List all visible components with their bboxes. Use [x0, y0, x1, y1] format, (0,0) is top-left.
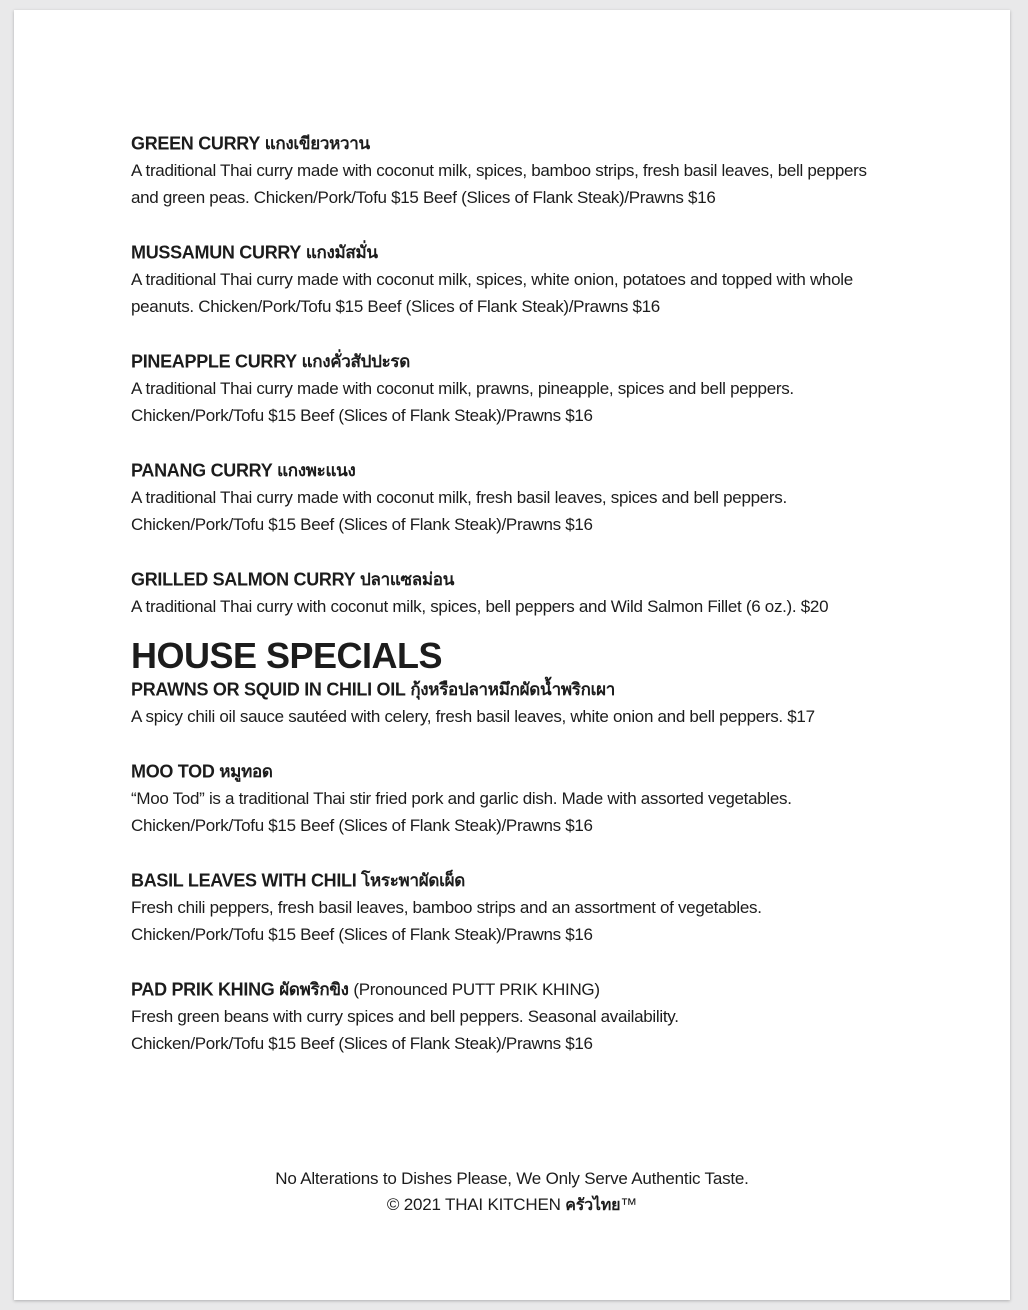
menu-item	[131, 348, 891, 429]
menu-item	[131, 130, 891, 211]
menu-content	[131, 130, 891, 1085]
menu-item-pronunciation: (Pronounced PUTT PRIK KHING)	[353, 980, 600, 999]
menu-item-name: PAD PRIK KHING	[131, 978, 275, 1000]
menu-item-description: Fresh chili peppers, fresh basil leaves, bamboo strips and an assortment of vegetables.	[131, 898, 762, 917]
menu-item-description: and green peas. Chicken/Pork/Tofu $15 Beef (Slices of Flank Steak)/Prawns $16	[131, 188, 716, 207]
menu-item-title	[131, 867, 891, 894]
house-specials-section	[131, 636, 891, 1057]
menu-footer	[14, 1166, 1010, 1218]
trademark-symbol: ™	[620, 1195, 638, 1214]
menu-item	[131, 676, 891, 730]
menu-item-thai-name: แกงมัสมั่น	[305, 243, 378, 263]
menu-item-description: A traditional Thai curry with coconut milk, spices, bell peppers and Wild Salmon Fillet (6 oz.). $20	[131, 597, 829, 616]
menu-item-thai-name: แกงเขียวหวาน	[264, 134, 370, 154]
menu-item-name: MOO TOD	[131, 760, 215, 782]
menu-item	[131, 976, 891, 1057]
menu-item-thai-name: หมูทอด	[219, 762, 273, 782]
brand-thai-name: ครัวไทย	[565, 1195, 621, 1214]
menu-item-description: A traditional Thai curry made with coconut milk, fresh basil leaves, spices and bell peppers.	[131, 488, 787, 507]
menu-item-title	[131, 758, 891, 785]
menu-item-description: A traditional Thai curry made with coconut milk, spices, white onion, potatoes and topped with whole	[131, 270, 853, 289]
menu-item	[131, 758, 891, 839]
menu-item-thai-name: แกงพะแนง	[277, 461, 356, 481]
copyright-text: © 2021 THAI KITCHEN	[386, 1195, 561, 1214]
menu-item-thai-name: โหระพาผัดเผ็ด	[361, 871, 466, 891]
section-title: HOUSE SPECIALS	[131, 635, 443, 676]
menu-item-description: Fresh green beans with curry spices and bell peppers. Seasonal availability.	[131, 1007, 679, 1026]
menu-item-description: A traditional Thai curry made with coconut milk, prawns, pineapple, spices and bell peppers.	[131, 379, 794, 398]
menu-item	[131, 239, 891, 320]
menu-item-thai-name: กุ้งหรือปลาหมึกผัดน้ำพริกเผา	[410, 680, 616, 700]
menu-item-name: PANANG CURRY	[131, 459, 273, 481]
menu-item-name: BASIL LEAVES WITH CHILI	[131, 869, 357, 891]
menu-item-thai-name: ปลาแซลม่อน	[360, 570, 455, 590]
menu-item-title	[131, 676, 891, 703]
menu-item	[131, 566, 891, 620]
menu-item-description: A traditional Thai curry made with coconut milk, spices, bamboo strips, fresh basil leaves, bell peppers	[131, 161, 867, 180]
menu-item-name: GRILLED SALMON CURRY	[131, 568, 356, 590]
menu-item-title	[131, 239, 891, 266]
menu-item-name: PINEAPPLE CURRY	[131, 350, 297, 372]
menu-item-title	[131, 976, 891, 1003]
menu-item-description: peanuts. Chicken/Pork/Tofu $15 Beef (Slices of Flank Steak)/Prawns $16	[131, 297, 660, 316]
footer-copyright	[14, 1192, 1010, 1218]
menu-item-title	[131, 348, 891, 375]
menu-item-description: Chicken/Pork/Tofu $15 Beef (Slices of Flank Steak)/Prawns $16	[131, 406, 593, 425]
menu-item-description: “Moo Tod” is a traditional Thai stir fried pork and garlic dish. Made with assorted vegetables.	[131, 789, 792, 808]
menu-item-description: Chicken/Pork/Tofu $15 Beef (Slices of Flank Steak)/Prawns $16	[131, 1034, 593, 1053]
menu-item-thai-name: แกงคั่วสัปปะรด	[301, 352, 410, 372]
menu-item	[131, 867, 891, 948]
menu-page	[14, 10, 1010, 1300]
menu-item-name: MUSSAMUN CURRY	[131, 241, 302, 263]
menu-item-title	[131, 457, 891, 484]
menu-item-name: PRAWNS OR SQUID IN CHILI OIL	[131, 678, 406, 700]
menu-item	[131, 457, 891, 538]
menu-item-description: Chicken/Pork/Tofu $15 Beef (Slices of Flank Steak)/Prawns $16	[131, 515, 593, 534]
menu-item-description: A spicy chili oil sauce sautéed with celery, fresh basil leaves, white onion and bell peppers. $17	[131, 707, 815, 726]
footer-notice: No Alterations to Dishes Please, We Only Serve Authentic Taste.	[275, 1169, 749, 1188]
menu-item-name: GREEN CURRY	[131, 132, 261, 154]
menu-item-title	[131, 566, 891, 593]
menu-item-description: Chicken/Pork/Tofu $15 Beef (Slices of Flank Steak)/Prawns $16	[131, 925, 593, 944]
menu-item-description: Chicken/Pork/Tofu $15 Beef (Slices of Flank Steak)/Prawns $16	[131, 816, 593, 835]
menu-item-title	[131, 130, 891, 157]
menu-item-thai-name: ผัดพริกขิง	[279, 980, 349, 1000]
